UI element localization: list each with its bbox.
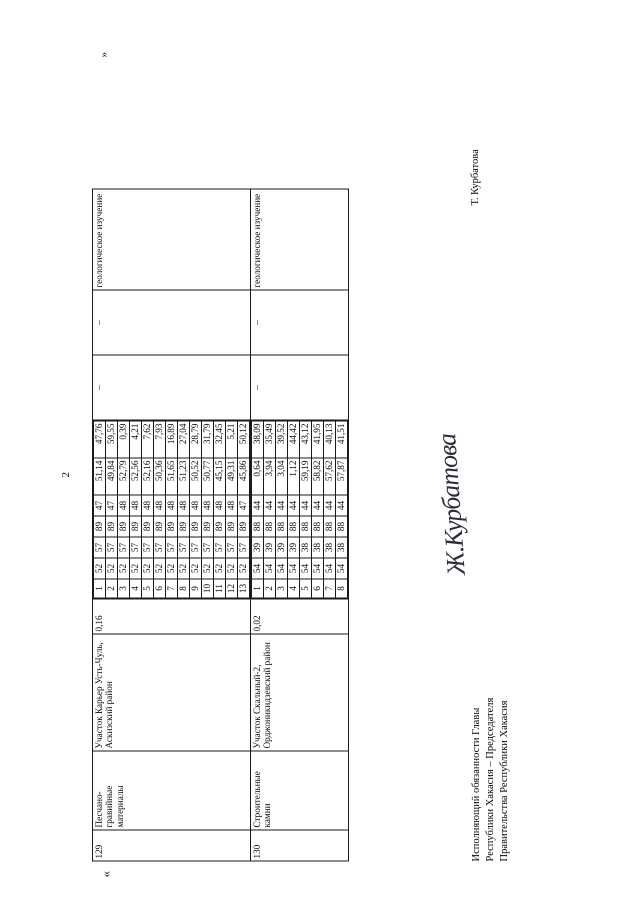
coord-lat-deg: 52 (214, 558, 226, 579)
coord-lon-min: 48 (118, 495, 130, 516)
coord-lat-min: 57 (142, 537, 154, 558)
coord-lat-deg: 52 (154, 558, 166, 579)
coord-lon-deg: 89 (106, 516, 118, 537)
coord-lat-sec: 58,82 (312, 458, 324, 495)
coord-lat-sec: 3,04 (276, 458, 288, 495)
coord-lon-sec: 7,93 (154, 421, 166, 458)
coord-lon-deg: 89 (178, 516, 190, 537)
coord-row (312, 421, 324, 598)
coord-lat-sec: 51,14 (94, 458, 106, 495)
coord-row (106, 421, 118, 598)
coord-lon-min: 44 (252, 495, 264, 516)
payment-dash: – (93, 290, 251, 355)
coord-lat-sec: 50,36 (154, 458, 166, 495)
coord-lon-sec: 41,95 (312, 421, 324, 458)
coord-lat-deg: 52 (118, 558, 130, 579)
table-row (251, 189, 349, 861)
coord-row (178, 421, 190, 598)
coord-lat-sec: 52,56 (130, 458, 142, 495)
coord-lon-deg: 89 (190, 516, 202, 537)
coord-lon-deg: 88 (264, 516, 276, 537)
coord-index: 11 (214, 579, 226, 598)
coord-row (154, 421, 166, 598)
signatory-title-line-3: Правительства Республики Хакасия (499, 700, 511, 861)
coordinates-grid (251, 420, 349, 599)
coord-index: 4 (288, 579, 300, 598)
coord-lon-deg: 89 (214, 516, 226, 537)
coord-index: 7 (166, 579, 178, 598)
coord-lon-deg: 89 (118, 516, 130, 537)
coord-lat-deg: 52 (190, 558, 202, 579)
page-number: 2 (60, 471, 72, 477)
signatory-title (470, 697, 513, 861)
coord-lon-sec: 38,09 (252, 421, 264, 458)
coord-index: 5 (142, 579, 154, 598)
coord-lon-min: 48 (190, 495, 202, 516)
coord-lon-deg: 89 (94, 516, 106, 537)
coord-lat-min: 57 (154, 537, 166, 558)
coord-lat-deg: 54 (336, 558, 348, 579)
coord-row (130, 421, 142, 598)
coord-row (94, 421, 106, 598)
coord-lat-deg: 52 (178, 558, 190, 579)
coord-lon-sec: 28,79 (190, 421, 202, 458)
coord-index: 6 (154, 579, 166, 598)
coord-lat-sec: 59,19 (300, 458, 312, 495)
coord-lon-sec: 32,45 (214, 421, 226, 458)
coord-index: 8 (336, 579, 348, 598)
coord-lon-min: 48 (214, 495, 226, 516)
coord-row (324, 421, 336, 598)
coord-lat-deg: 52 (142, 558, 154, 579)
coord-lon-sec: 44,42 (288, 421, 300, 458)
coord-lat-deg: 54 (324, 558, 336, 579)
coord-lat-deg: 54 (300, 558, 312, 579)
coord-lat-sec: 49,84 (106, 458, 118, 495)
coord-lat-deg: 52 (130, 558, 142, 579)
coord-lat-sec: 57,62 (324, 458, 336, 495)
row-number: 129 (93, 830, 251, 861)
coord-lat-deg: 52 (94, 558, 106, 579)
coord-lat-deg: 52 (106, 558, 118, 579)
coord-lat-deg: 52 (202, 558, 214, 579)
coord-lat-sec: 45,86 (238, 458, 250, 495)
coord-lon-min: 48 (154, 495, 166, 516)
coord-index: 10 (202, 579, 214, 598)
coord-lon-min: 44 (288, 495, 300, 516)
coord-lon-sec: 5,21 (226, 421, 238, 458)
payment-dash: – (251, 290, 349, 355)
coord-lat-min: 38 (312, 537, 324, 558)
closing-quote-mark: » (98, 51, 110, 57)
coord-index: 1 (252, 579, 264, 598)
coord-lat-min: 57 (106, 537, 118, 558)
coord-row (166, 421, 178, 598)
coord-index: 3 (276, 579, 288, 598)
coord-lon-sec: 50,12 (238, 421, 250, 458)
coord-lon-sec: 41,51 (336, 421, 348, 458)
coord-lon-min: 44 (324, 495, 336, 516)
coord-lat-sec: 50,77 (202, 458, 214, 495)
coord-index: 2 (264, 579, 276, 598)
coord-lat-min: 57 (118, 537, 130, 558)
coord-lon-deg: 89 (238, 516, 250, 537)
coord-lon-sec: 16,89 (166, 421, 178, 458)
coord-lon-deg: 88 (336, 516, 348, 537)
coord-lon-deg: 88 (288, 516, 300, 537)
coord-index: 13 (238, 579, 250, 598)
coord-lat-deg: 52 (166, 558, 178, 579)
coord-lat-min: 39 (264, 537, 276, 558)
coord-row (226, 421, 238, 598)
coord-lon-min: 47 (94, 495, 106, 516)
area-value: 0,16 (93, 599, 251, 634)
site-name: Участок Скальный-2, Орджоникидзевский район (251, 634, 349, 751)
coord-lon-min: 48 (142, 495, 154, 516)
coord-lat-sec: 52,16 (142, 458, 154, 495)
material-type: Строительные камни (251, 751, 349, 830)
coord-lat-min: 57 (166, 537, 178, 558)
signatory-name: Т. Курбатова (470, 148, 481, 205)
coord-lon-deg: 89 (226, 516, 238, 537)
coord-row (264, 421, 276, 598)
material-type: Песчано-гравийные материалы (93, 751, 251, 830)
coord-lat-deg: 54 (264, 558, 276, 579)
coord-lon-deg: 89 (166, 516, 178, 537)
coord-lat-deg: 54 (288, 558, 300, 579)
coord-lat-min: 57 (94, 537, 106, 558)
coord-lon-sec: 40,13 (324, 421, 336, 458)
coord-lat-sec: 49,31 (226, 458, 238, 495)
coord-lon-min: 44 (264, 495, 276, 516)
coord-row (118, 421, 130, 598)
coord-lat-min: 38 (324, 537, 336, 558)
coord-lat-min: 39 (288, 537, 300, 558)
coord-lon-min: 44 (336, 495, 348, 516)
coord-row (190, 421, 202, 598)
coord-lat-deg: 54 (252, 558, 264, 579)
coord-index: 12 (226, 579, 238, 598)
coord-lat-sec: 3,94 (264, 458, 276, 495)
coord-lon-deg: 88 (324, 516, 336, 537)
coord-lon-deg: 89 (130, 516, 142, 537)
coord-lat-sec: 50,52 (190, 458, 202, 495)
coord-lon-sec: 59,55 (106, 421, 118, 458)
purpose-text: геологическое изучение (251, 189, 349, 290)
coord-row (300, 421, 312, 598)
coord-lat-deg: 52 (238, 558, 250, 579)
opening-quote-mark: « (98, 870, 113, 877)
coord-index: 4 (130, 579, 142, 598)
coord-lon-sec: 39,52 (276, 421, 288, 458)
signatory-title-line-2: Республики Хакасия – Председателя (485, 697, 497, 861)
coord-row (238, 421, 250, 598)
coord-lon-min: 48 (166, 495, 178, 516)
coord-lon-sec: 4,21 (130, 421, 142, 458)
coord-lon-min: 44 (276, 495, 288, 516)
coord-lat-min: 57 (226, 537, 238, 558)
coord-row (252, 421, 264, 598)
coord-index: 7 (324, 579, 336, 598)
coord-lat-sec: 57,87 (336, 458, 348, 495)
coord-lon-deg: 88 (312, 516, 324, 537)
coord-index: 3 (118, 579, 130, 598)
coord-lat-sec: 1,12 (288, 458, 300, 495)
coord-row (202, 421, 214, 598)
coord-lat-min: 38 (336, 537, 348, 558)
coord-lat-sec: 52,79 (118, 458, 130, 495)
coord-lon-deg: 89 (142, 516, 154, 537)
coord-lon-min: 44 (300, 495, 312, 516)
coordinates-grid (93, 420, 251, 599)
license-table (92, 188, 349, 861)
coord-lon-deg: 89 (154, 516, 166, 537)
coord-lat-sec: 51,23 (178, 458, 190, 495)
row-number: 130 (251, 830, 349, 861)
coord-lon-min: 48 (130, 495, 142, 516)
handwritten-signature: Ж.Курбатова (432, 432, 471, 576)
coord-row (214, 421, 226, 598)
coord-lat-min: 39 (252, 537, 264, 558)
term-dash: – (93, 355, 251, 420)
term-dash: – (251, 355, 349, 420)
coord-lat-min: 57 (178, 537, 190, 558)
coord-lat-sec: 0,64 (252, 458, 264, 495)
coord-lon-deg: 88 (252, 516, 264, 537)
site-name: Участок Карьер Усть-Чуль, Аскизский район (93, 634, 251, 751)
coord-lon-min: 47 (106, 495, 118, 516)
coord-lon-sec: 7,62 (142, 421, 154, 458)
coord-lon-deg: 88 (276, 516, 288, 537)
coord-lat-sec: 45,15 (214, 458, 226, 495)
coord-row (142, 421, 154, 598)
coord-lat-min: 57 (238, 537, 250, 558)
coord-lat-sec: 51,65 (166, 458, 178, 495)
coord-lon-min: 48 (202, 495, 214, 516)
coord-lat-min: 57 (202, 537, 214, 558)
coord-lat-min: 39 (276, 537, 288, 558)
coord-index: 8 (178, 579, 190, 598)
coord-lon-sec: 31,79 (202, 421, 214, 458)
coord-lat-deg: 52 (226, 558, 238, 579)
coord-lon-min: 48 (226, 495, 238, 516)
coord-index: 6 (312, 579, 324, 598)
coord-lon-sec: 47,76 (94, 421, 106, 458)
coord-lon-deg: 89 (202, 516, 214, 537)
coord-row (288, 421, 300, 598)
table-row (93, 189, 251, 861)
coord-lon-sec: 27,04 (178, 421, 190, 458)
coord-lat-min: 57 (214, 537, 226, 558)
coord-lon-sec: 0,39 (118, 421, 130, 458)
coord-lat-deg: 54 (276, 558, 288, 579)
coord-row (276, 421, 288, 598)
coord-lat-min: 57 (190, 537, 202, 558)
coord-index: 2 (106, 579, 118, 598)
area-value: 0,02 (251, 599, 349, 634)
coord-lon-min: 44 (312, 495, 324, 516)
coord-lat-deg: 54 (312, 558, 324, 579)
coord-lon-deg: 88 (300, 516, 312, 537)
coord-lat-min: 38 (300, 537, 312, 558)
coord-lon-sec: 43,12 (300, 421, 312, 458)
coord-index: 1 (94, 579, 106, 598)
purpose-text: геологическое изучение (93, 189, 251, 290)
coord-index: 9 (190, 579, 202, 598)
coord-lon-sec: 35,49 (264, 421, 276, 458)
coord-row (336, 421, 348, 598)
coord-lon-min: 48 (178, 495, 190, 516)
signatory-title-line-1: Исполняющий обязанности Главы (471, 707, 482, 861)
coord-lat-min: 57 (130, 537, 142, 558)
coord-lon-min: 47 (238, 495, 250, 516)
coord-index: 5 (300, 579, 312, 598)
